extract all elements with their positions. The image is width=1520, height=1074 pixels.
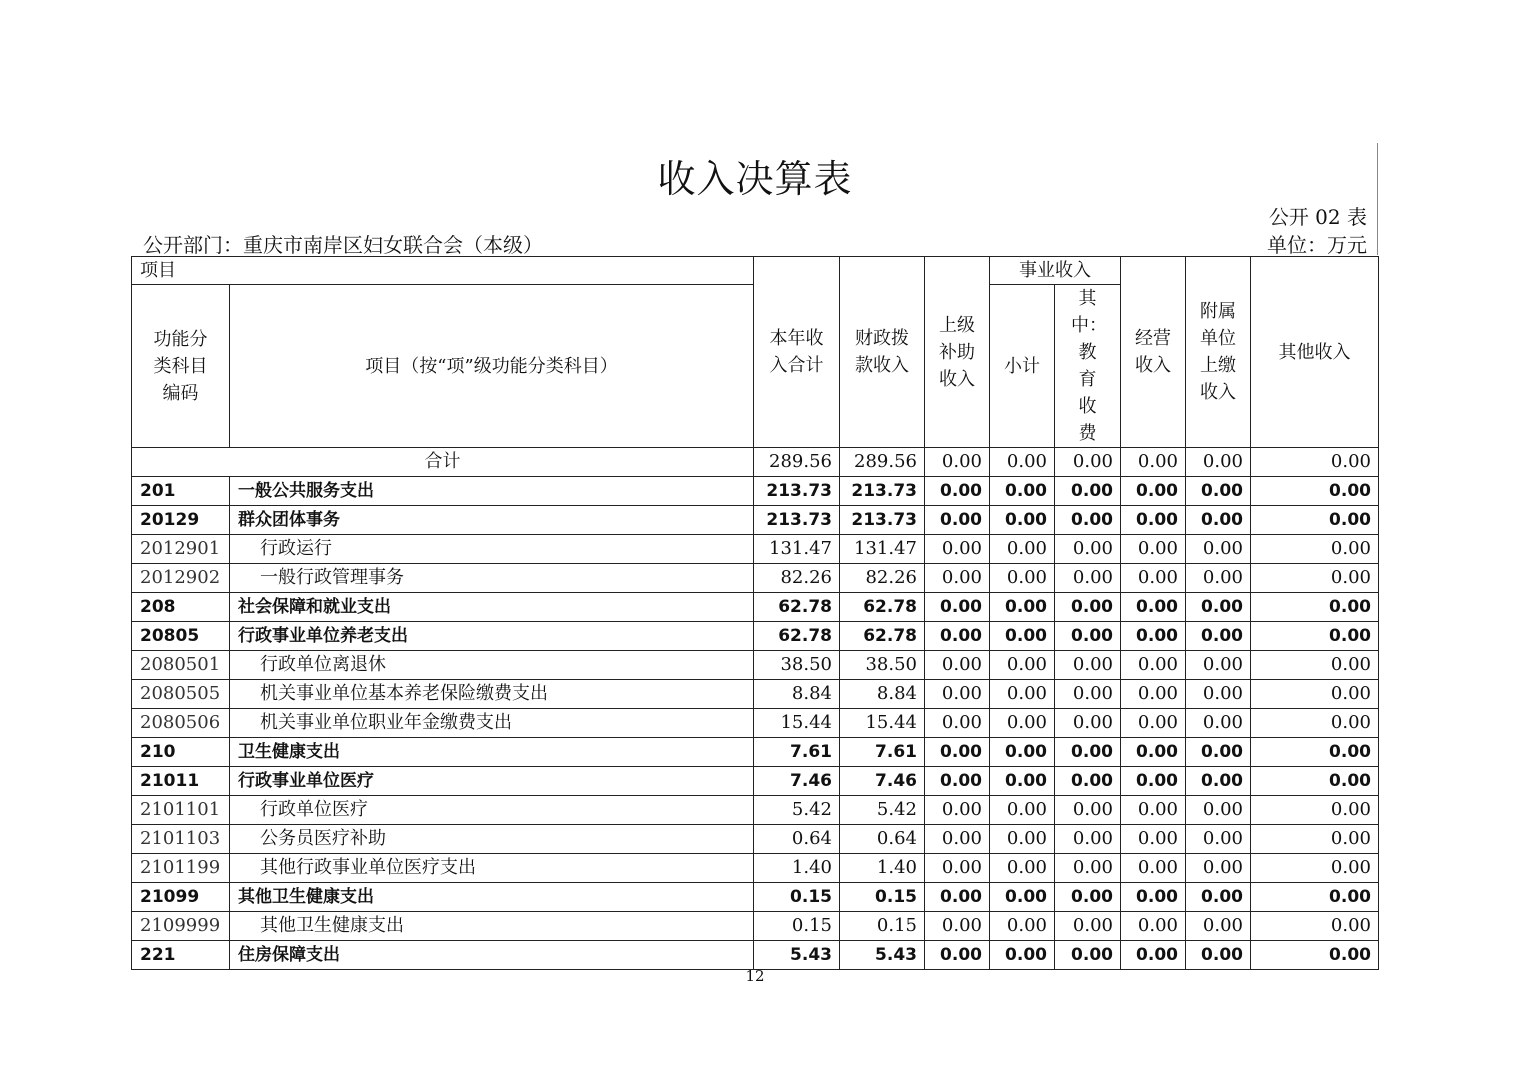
cell-value: 15.44 bbox=[754, 709, 840, 738]
cell-value: 0.00 bbox=[1251, 622, 1379, 651]
cell-value: 0.00 bbox=[925, 854, 990, 883]
cell-value: 0.00 bbox=[990, 680, 1055, 709]
cell-value: 0.00 bbox=[1121, 854, 1186, 883]
cell-value: 0.00 bbox=[1121, 448, 1186, 477]
cell-name: 其他卫生健康支出 bbox=[230, 883, 754, 912]
cell-value: 0.00 bbox=[925, 477, 990, 506]
cell-value: 0.00 bbox=[1121, 912, 1186, 941]
header-item: 项目 bbox=[132, 257, 754, 285]
cell-value: 0.00 bbox=[1186, 622, 1251, 651]
cell-value: 62.78 bbox=[840, 622, 925, 651]
cell-value: 0.00 bbox=[1186, 912, 1251, 941]
cell-value: 1.40 bbox=[840, 854, 925, 883]
cell-value: 0.00 bbox=[1251, 680, 1379, 709]
cell-value: 0.00 bbox=[1186, 854, 1251, 883]
table-row bbox=[132, 709, 1379, 738]
cell-value: 0.00 bbox=[1186, 767, 1251, 796]
cell-name: 一般行政管理事务 bbox=[230, 564, 754, 593]
cell-value: 0.00 bbox=[1251, 506, 1379, 535]
header-edu-fee: 其中：教育收费 bbox=[1055, 285, 1121, 448]
header-item-name: 项目（按“项”级功能分类科目） bbox=[230, 285, 754, 448]
table-row bbox=[132, 912, 1379, 941]
cell-value: 1.40 bbox=[754, 854, 840, 883]
cell-name: 其他卫生健康支出 bbox=[230, 912, 754, 941]
cell-value: 213.73 bbox=[754, 506, 840, 535]
cell-value: 289.56 bbox=[754, 448, 840, 477]
cell-name: 一般公共服务支出 bbox=[230, 477, 754, 506]
table-row bbox=[132, 651, 1379, 680]
cell-value: 15.44 bbox=[840, 709, 925, 738]
cell-value: 0.00 bbox=[1055, 854, 1121, 883]
table-row bbox=[132, 680, 1379, 709]
cell-value: 0.00 bbox=[1186, 883, 1251, 912]
cell-value: 0.00 bbox=[1055, 796, 1121, 825]
cell-value: 0.00 bbox=[925, 941, 990, 970]
cell-code: 201 bbox=[132, 477, 230, 506]
cell-value: 0.00 bbox=[925, 912, 990, 941]
cell-value: 8.84 bbox=[754, 680, 840, 709]
cell-value: 0.00 bbox=[1186, 738, 1251, 767]
cell-code: 221 bbox=[132, 941, 230, 970]
cell-value: 289.56 bbox=[840, 448, 925, 477]
cell-name: 公务员医疗补助 bbox=[230, 825, 754, 854]
cell-code: 21011 bbox=[132, 767, 230, 796]
cell-value: 5.43 bbox=[840, 941, 925, 970]
cell-value: 0.00 bbox=[990, 883, 1055, 912]
cell-value: 0.15 bbox=[840, 912, 925, 941]
cell-value: 7.46 bbox=[754, 767, 840, 796]
cell-value: 0.00 bbox=[990, 477, 1055, 506]
cell-value: 0.64 bbox=[840, 825, 925, 854]
cell-value: 0.00 bbox=[1055, 912, 1121, 941]
cell-value: 0.00 bbox=[1251, 593, 1379, 622]
cell-name: 住房保障支出 bbox=[230, 941, 754, 970]
cell-value: 0.00 bbox=[925, 506, 990, 535]
cell-value: 213.73 bbox=[754, 477, 840, 506]
table-row bbox=[132, 564, 1379, 593]
cell-value: 0.00 bbox=[925, 738, 990, 767]
cell-value: 0.00 bbox=[990, 709, 1055, 738]
cell-code: 2101103 bbox=[132, 825, 230, 854]
table-row bbox=[132, 622, 1379, 651]
cell-name: 群众团体事务 bbox=[230, 506, 754, 535]
cell-value: 0.00 bbox=[1251, 738, 1379, 767]
cell-value: 0.00 bbox=[990, 941, 1055, 970]
cell-name: 其他行政事业单位医疗支出 bbox=[230, 854, 754, 883]
cell-value: 0.64 bbox=[754, 825, 840, 854]
cell-value: 0.00 bbox=[1251, 767, 1379, 796]
cell-value: 0.00 bbox=[1186, 448, 1251, 477]
cell-value: 0.00 bbox=[990, 448, 1055, 477]
table-row bbox=[132, 941, 1379, 970]
cell-value: 0.00 bbox=[1055, 535, 1121, 564]
cell-code: 208 bbox=[132, 593, 230, 622]
cell-value: 0.00 bbox=[1251, 825, 1379, 854]
cell-value: 0.00 bbox=[925, 651, 990, 680]
cell-value: 0.00 bbox=[1055, 883, 1121, 912]
cell-value: 0.00 bbox=[1055, 448, 1121, 477]
cell-value: 213.73 bbox=[840, 506, 925, 535]
cell-value: 0.00 bbox=[1121, 651, 1186, 680]
cell-value: 0.00 bbox=[990, 854, 1055, 883]
cell-value: 0.00 bbox=[990, 767, 1055, 796]
cell-value: 0.00 bbox=[990, 535, 1055, 564]
cell-value: 0.00 bbox=[1121, 564, 1186, 593]
income-final-accounts-table bbox=[131, 256, 1379, 970]
cell-value: 5.42 bbox=[840, 796, 925, 825]
cell-value: 0.00 bbox=[1186, 651, 1251, 680]
cell-name: 行政运行 bbox=[230, 535, 754, 564]
cell-value: 0.15 bbox=[754, 912, 840, 941]
table-row bbox=[132, 854, 1379, 883]
page-title: 收入决算表 bbox=[657, 157, 853, 201]
form-number: 公开 02 表 bbox=[1268, 205, 1367, 229]
header-subtotal: 小计 bbox=[990, 285, 1055, 448]
table-row bbox=[132, 593, 1379, 622]
cell-value: 0.15 bbox=[754, 883, 840, 912]
cell-value: 0.00 bbox=[1121, 593, 1186, 622]
cell-value: 38.50 bbox=[754, 651, 840, 680]
cell-value: 0.00 bbox=[1055, 941, 1121, 970]
cell-name: 行政事业单位医疗 bbox=[230, 767, 754, 796]
cell-value: 0.00 bbox=[1251, 448, 1379, 477]
cell-name: 行政单位医疗 bbox=[230, 796, 754, 825]
cell-code: 2101101 bbox=[132, 796, 230, 825]
table-row bbox=[132, 825, 1379, 854]
cell-value: 0.00 bbox=[1121, 680, 1186, 709]
cell-value: 0.00 bbox=[1121, 738, 1186, 767]
cell-value: 131.47 bbox=[754, 535, 840, 564]
cell-value: 0.00 bbox=[925, 767, 990, 796]
cell-value: 0.00 bbox=[1186, 825, 1251, 854]
table-row bbox=[132, 477, 1379, 506]
cell-value: 0.00 bbox=[1055, 564, 1121, 593]
table-row bbox=[132, 738, 1379, 767]
cell-name: 行政单位离退休 bbox=[230, 651, 754, 680]
cell-code: 20805 bbox=[132, 622, 230, 651]
cell-value: 38.50 bbox=[840, 651, 925, 680]
cell-value: 0.00 bbox=[1251, 651, 1379, 680]
cell-value: 7.61 bbox=[754, 738, 840, 767]
cell-value: 0.00 bbox=[1186, 709, 1251, 738]
cell-value: 0.00 bbox=[1121, 796, 1186, 825]
cell-value: 0.00 bbox=[1186, 506, 1251, 535]
cell-value: 0.00 bbox=[1121, 477, 1186, 506]
cell-value: 0.00 bbox=[1121, 883, 1186, 912]
cell-value: 0.00 bbox=[1055, 622, 1121, 651]
cell-value: 0.00 bbox=[990, 622, 1055, 651]
cell-value: 0.00 bbox=[990, 506, 1055, 535]
cell-value: 213.73 bbox=[840, 477, 925, 506]
cell-value: 0.00 bbox=[990, 651, 1055, 680]
cell-value: 62.78 bbox=[754, 622, 840, 651]
cell-code: 2101199 bbox=[132, 854, 230, 883]
cell-code: 21099 bbox=[132, 883, 230, 912]
cell-value: 82.26 bbox=[840, 564, 925, 593]
cell-value: 0.00 bbox=[1055, 477, 1121, 506]
cell-value: 0.00 bbox=[990, 593, 1055, 622]
header-operation-income: 经营收入 bbox=[1121, 257, 1186, 448]
header-fiscal-income: 财政拨款收入 bbox=[840, 257, 925, 448]
cell-code: 2012901 bbox=[132, 535, 230, 564]
cell-value: 0.00 bbox=[990, 564, 1055, 593]
total-label: 合计 bbox=[132, 448, 754, 477]
cell-value: 0.00 bbox=[1121, 622, 1186, 651]
table-row bbox=[132, 796, 1379, 825]
cell-value: 7.46 bbox=[840, 767, 925, 796]
cell-value: 0.00 bbox=[1121, 941, 1186, 970]
cell-value: 0.00 bbox=[925, 535, 990, 564]
cell-code: 2080501 bbox=[132, 651, 230, 680]
cell-value: 0.00 bbox=[990, 796, 1055, 825]
cell-value: 0.00 bbox=[1251, 477, 1379, 506]
table-row bbox=[132, 535, 1379, 564]
cell-value: 0.00 bbox=[1186, 593, 1251, 622]
cell-value: 0.00 bbox=[1186, 680, 1251, 709]
cell-value: 0.00 bbox=[925, 709, 990, 738]
table-row bbox=[132, 883, 1379, 912]
cell-code: 2080505 bbox=[132, 680, 230, 709]
cell-code: 2012902 bbox=[132, 564, 230, 593]
cell-value: 62.78 bbox=[840, 593, 925, 622]
cell-value: 0.00 bbox=[1121, 825, 1186, 854]
cell-value: 0.00 bbox=[1055, 680, 1121, 709]
department-label: 公开部门：重庆市南岸区妇女联合会（本级） bbox=[143, 233, 543, 257]
cell-value: 0.00 bbox=[1121, 709, 1186, 738]
cell-value: 0.00 bbox=[1251, 883, 1379, 912]
cell-value: 0.00 bbox=[1186, 796, 1251, 825]
cell-value: 0.00 bbox=[990, 825, 1055, 854]
cell-value: 0.00 bbox=[1121, 535, 1186, 564]
table-row-total bbox=[132, 448, 1379, 477]
cell-value: 0.00 bbox=[1251, 941, 1379, 970]
cell-value: 0.00 bbox=[1055, 767, 1121, 796]
cell-value: 0.00 bbox=[1055, 651, 1121, 680]
cell-name: 机关事业单位基本养老保险缴费支出 bbox=[230, 680, 754, 709]
cell-value: 0.00 bbox=[925, 564, 990, 593]
cell-value: 0.00 bbox=[1121, 767, 1186, 796]
cell-value: 0.00 bbox=[990, 912, 1055, 941]
cell-value: 0.00 bbox=[925, 883, 990, 912]
cell-value: 0.00 bbox=[1186, 477, 1251, 506]
cell-value: 0.00 bbox=[990, 738, 1055, 767]
cell-value: 0.00 bbox=[1251, 564, 1379, 593]
cell-value: 0.00 bbox=[1186, 564, 1251, 593]
cell-value: 0.00 bbox=[925, 448, 990, 477]
cell-value: 0.00 bbox=[925, 622, 990, 651]
table-row bbox=[132, 506, 1379, 535]
cell-value: 0.00 bbox=[1055, 506, 1121, 535]
cell-value: 0.00 bbox=[1055, 738, 1121, 767]
cell-value: 0.00 bbox=[1251, 796, 1379, 825]
cell-value: 0.00 bbox=[925, 796, 990, 825]
table-row bbox=[132, 767, 1379, 796]
cell-value: 0.00 bbox=[1251, 535, 1379, 564]
cell-code: 210 bbox=[132, 738, 230, 767]
cell-value: 0.00 bbox=[1055, 825, 1121, 854]
cell-value: 131.47 bbox=[840, 535, 925, 564]
cell-value: 0.00 bbox=[1251, 912, 1379, 941]
header-affiliated-income: 附属单位上缴收入 bbox=[1186, 257, 1251, 448]
cell-value: 62.78 bbox=[754, 593, 840, 622]
cell-value: 5.43 bbox=[754, 941, 840, 970]
cell-code: 2109999 bbox=[132, 912, 230, 941]
cell-value: 0.00 bbox=[1251, 709, 1379, 738]
cell-code: 20129 bbox=[132, 506, 230, 535]
header-other-income: 其他收入 bbox=[1251, 257, 1379, 448]
header-code: 功能分类科目编码 bbox=[132, 285, 230, 448]
cell-value: 0.00 bbox=[1186, 941, 1251, 970]
cell-value: 0.15 bbox=[840, 883, 925, 912]
cell-value: 0.00 bbox=[1251, 854, 1379, 883]
cell-name: 社会保障和就业支出 bbox=[230, 593, 754, 622]
cell-code: 2080506 bbox=[132, 709, 230, 738]
cell-value: 8.84 bbox=[840, 680, 925, 709]
cell-value: 0.00 bbox=[1186, 535, 1251, 564]
cell-value: 5.42 bbox=[754, 796, 840, 825]
cell-name: 行政事业单位养老支出 bbox=[230, 622, 754, 651]
unit-label: 单位：万元 bbox=[1267, 233, 1367, 257]
cell-value: 7.61 bbox=[840, 738, 925, 767]
cell-value: 0.00 bbox=[925, 680, 990, 709]
header-total-income: 本年收入合计 bbox=[754, 257, 840, 448]
cell-name: 机关事业单位职业年金缴费支出 bbox=[230, 709, 754, 738]
header-business-income: 事业收入 bbox=[990, 257, 1121, 285]
cell-value: 0.00 bbox=[1055, 593, 1121, 622]
cell-value: 82.26 bbox=[754, 564, 840, 593]
cell-value: 0.00 bbox=[1121, 506, 1186, 535]
page-number: 12 bbox=[745, 967, 765, 985]
cell-value: 0.00 bbox=[1055, 709, 1121, 738]
cell-value: 0.00 bbox=[925, 593, 990, 622]
header-subsidy-income: 上级补助收入 bbox=[925, 257, 990, 448]
cell-name: 卫生健康支出 bbox=[230, 738, 754, 767]
cell-value: 0.00 bbox=[925, 825, 990, 854]
